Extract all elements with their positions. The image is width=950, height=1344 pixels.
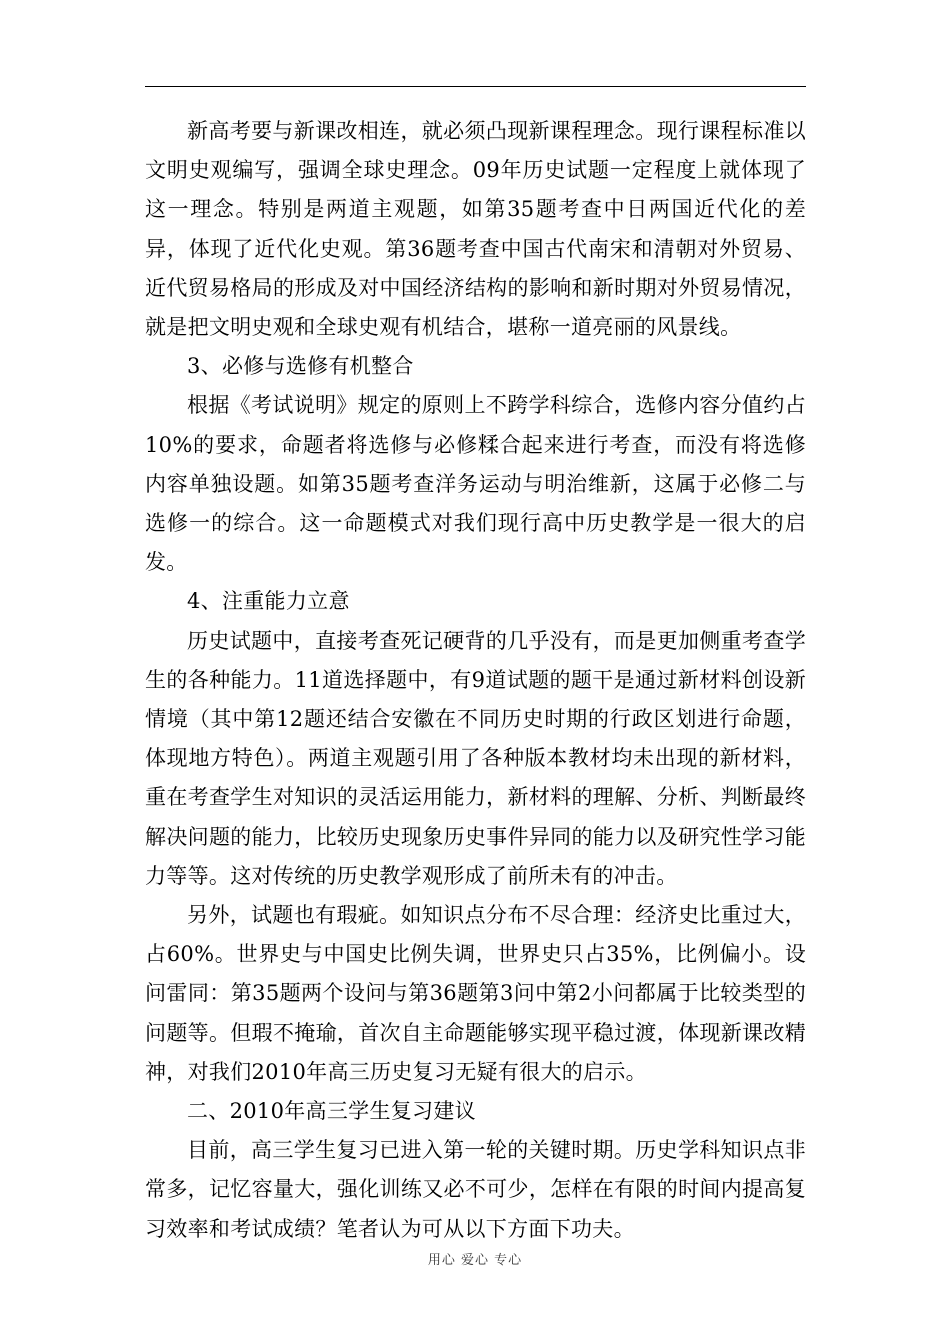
section-heading-review-advice: 二、2010年高三学生复习建议 — [187, 1099, 476, 1124]
paragraph-flaws: 另外，试题也有瑕疵。如知识点分布不尽合理：经济史比重过大，占60%。世界史与中国史比例失调，世界史只占35%，比例偏小。设问雷同：第35题两个设问与第36题第3问中第2小问都属于比较类型的问题等。但瑕不掩瑜，首次自主命题能够实现平稳过渡，体现新课改精神，对我们2010年高三历史复习无疑有很大的启示。 — [145, 903, 806, 1084]
page-footer: 用心 爱心 专心 — [427, 1253, 523, 1268]
section-heading-3: 3、必修与选修有机整合 — [187, 354, 414, 379]
paragraph-historical-views: 新高考要与新课改相连，就必须凸现新课程理念。现行课程标准以文明史观编写，强调全球史理念。09年历史试题一定程度上就体现了这一理念。特别是两道主观题，如第35题考查中日两国近代化的差异，体现了近代化史观。第36题考查中国古代南宋和清朝对外贸易、近代贸易格局的形成及对中国经济结构的影响和新时期对外贸易情况，就是把文明史观和全球史观有机结合，堪称一道亮丽的风景线。 — [145, 119, 806, 340]
section-heading-4: 4、注重能力立意 — [187, 589, 350, 614]
paragraph-ability-focus: 历史试题中，直接考查死记硬背的几乎没有，而是更加侧重考查学生的各种能力。11道选择题中，有9道试题的题干是通过新材料创设新情境（其中第12题还结合安徽在不同历史时期的行政区划进行命题，体现地方特色）。两道主观题引用了各种版本教材均未出现的新材料，重在考查学生对知识的灵活运用能力，新材料的理解、分析、判断最终解决问题的能力，比较历史现象历史事件异同的能力以及研究性学习能力等等。这对传统的历史教学观形成了前所未有的冲击。 — [145, 628, 806, 888]
paragraph-elective-integration: 根据《考试说明》规定的原则上不跨学科综合，选修内容分值约占10%的要求，命题者将选修与必修糅合起来进行考查，而没有将选修内容单独设题。如第35题考查洋务运动与明治维新，这属于必修二与选修一的综合。这一命题模式对我们现行高中历史教学是一很大的启发。 — [145, 393, 806, 575]
paragraph-review-intro: 目前，高三学生复习已进入第一轮的关键时期。历史学科知识点非常多，记忆容量大，强化训练又必不可少，怎样在有限的时间内提高复习效率和考试成绩？笔者认为可从以下方面下功夫。 — [145, 1138, 806, 1241]
header-rule — [145, 86, 806, 87]
document-body — [145, 112, 806, 1249]
